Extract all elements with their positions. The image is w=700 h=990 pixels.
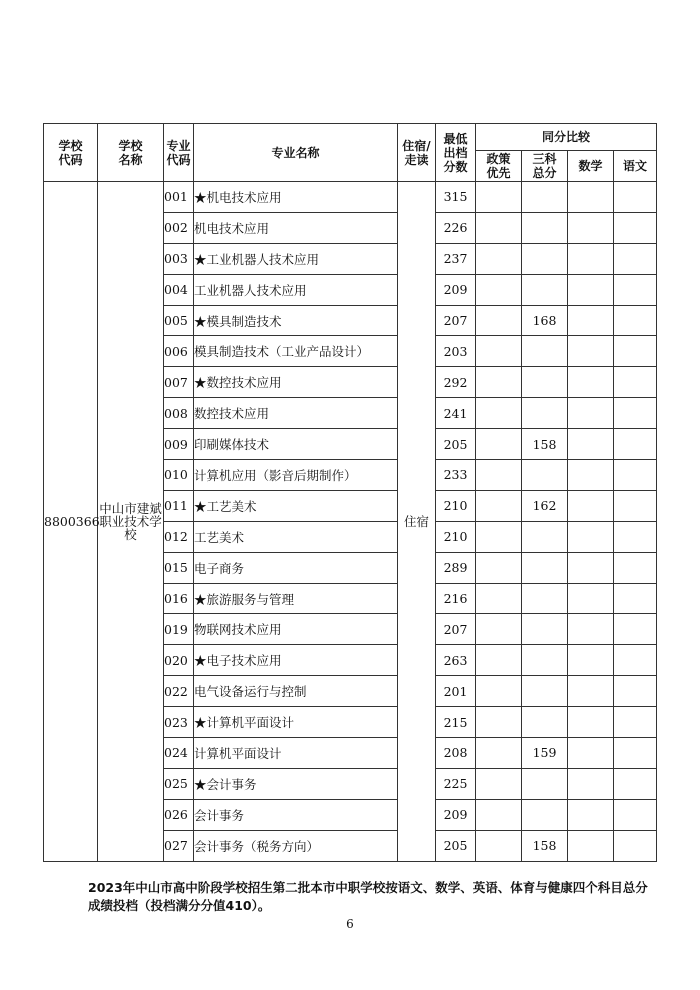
min-score-cell: 241 (436, 398, 476, 429)
major-name-cell: 计算机平面设计 (194, 738, 398, 769)
math-cell (568, 645, 614, 676)
major-name-cell: 会计事务 (194, 799, 398, 830)
min-score-cell: 289 (436, 552, 476, 583)
major-code-cell: 006 (164, 336, 194, 367)
policy-priority-cell (476, 212, 522, 243)
header-chinese: 语文 (614, 151, 657, 182)
three-subject-total-cell (522, 645, 568, 676)
chinese-cell (614, 768, 657, 799)
major-name-cell: ★计算机平面设计 (194, 707, 398, 738)
three-subject-total-cell (522, 460, 568, 491)
chinese-cell (614, 614, 657, 645)
policy-priority-cell (476, 274, 522, 305)
header-compare-group: 同分比较 (476, 124, 657, 151)
policy-priority-cell (476, 552, 522, 583)
footnote: 2023年中山市高中阶段学校招生第二批本市中职学校按语文、数学、英语、体育与健康四个科目总分成绩投档（投档满分分值410）。 (88, 880, 648, 913)
major-name-cell: 数控技术应用 (194, 398, 398, 429)
chinese-cell (614, 398, 657, 429)
major-code-cell: 025 (164, 768, 194, 799)
min-score-cell: 205 (436, 830, 476, 861)
policy-priority-cell (476, 305, 522, 336)
three-subject-total-cell (522, 274, 568, 305)
three-subject-total-cell: 158 (522, 830, 568, 861)
math-cell (568, 398, 614, 429)
major-code-cell: 024 (164, 738, 194, 769)
math-cell (568, 552, 614, 583)
math-cell (568, 305, 614, 336)
chinese-cell (614, 182, 657, 213)
chinese-cell (614, 799, 657, 830)
school-name-cell: 中山市建斌职业技术学校 (98, 182, 164, 862)
policy-priority-cell (476, 614, 522, 645)
three-subject-total-cell: 158 (522, 429, 568, 460)
header-major-name: 专业名称 (194, 124, 398, 182)
header-min-score: 最低 出档 分数 (436, 124, 476, 182)
major-code-cell: 009 (164, 429, 194, 460)
min-score-cell: 209 (436, 274, 476, 305)
chinese-cell (614, 830, 657, 861)
school-code-cell: 8800366 (44, 182, 98, 862)
policy-priority-cell (476, 830, 522, 861)
major-name-cell: 工艺美术 (194, 521, 398, 552)
min-score-cell: 203 (436, 336, 476, 367)
chinese-cell (614, 460, 657, 491)
math-cell (568, 738, 614, 769)
major-code-cell: 023 (164, 707, 194, 738)
major-name-cell: ★机电技术应用 (194, 182, 398, 213)
three-subject-total-cell (522, 336, 568, 367)
major-name-cell: 物联网技术应用 (194, 614, 398, 645)
three-subject-total-cell (522, 367, 568, 398)
math-cell (568, 490, 614, 521)
three-subject-total-cell (522, 243, 568, 274)
major-code-cell: 002 (164, 212, 194, 243)
policy-priority-cell (476, 583, 522, 614)
major-code-cell: 015 (164, 552, 194, 583)
major-code-cell: 012 (164, 521, 194, 552)
major-code-cell: 010 (164, 460, 194, 491)
chinese-cell (614, 274, 657, 305)
math-cell (568, 768, 614, 799)
major-code-cell: 004 (164, 274, 194, 305)
three-subject-total-cell (522, 212, 568, 243)
math-cell (568, 212, 614, 243)
policy-priority-cell (476, 799, 522, 830)
policy-priority-cell (476, 460, 522, 491)
three-subject-total-cell (522, 768, 568, 799)
major-code-cell: 027 (164, 830, 194, 861)
policy-priority-cell (476, 429, 522, 460)
chinese-cell (614, 707, 657, 738)
header-three-subject-total: 三科 总分 (522, 151, 568, 182)
admission-score-table (43, 123, 657, 862)
math-cell (568, 274, 614, 305)
math-cell (568, 182, 614, 213)
major-code-cell: 019 (164, 614, 194, 645)
three-subject-total-cell: 168 (522, 305, 568, 336)
major-name-cell: 机电技术应用 (194, 212, 398, 243)
major-name-cell: 会计事务（税务方向） (194, 830, 398, 861)
header-lodging: 住宿/ 走读 (398, 124, 436, 182)
chinese-cell (614, 336, 657, 367)
header-school-code: 学校 代码 (44, 124, 98, 182)
three-subject-total-cell (522, 614, 568, 645)
min-score-cell: 201 (436, 676, 476, 707)
min-score-cell: 209 (436, 799, 476, 830)
chinese-cell (614, 212, 657, 243)
three-subject-total-cell (522, 398, 568, 429)
table-row (44, 182, 657, 213)
policy-priority-cell (476, 707, 522, 738)
min-score-cell: 215 (436, 707, 476, 738)
major-name-cell: ★会计事务 (194, 768, 398, 799)
chinese-cell (614, 583, 657, 614)
major-name-cell: 计算机应用（影音后期制作） (194, 460, 398, 491)
three-subject-total-cell (522, 799, 568, 830)
chinese-cell (614, 367, 657, 398)
policy-priority-cell (476, 768, 522, 799)
math-cell (568, 243, 614, 274)
chinese-cell (614, 490, 657, 521)
major-code-cell: 008 (164, 398, 194, 429)
min-score-cell: 208 (436, 738, 476, 769)
major-name-cell: ★模具制造技术 (194, 305, 398, 336)
major-name-cell: ★电子技术应用 (194, 645, 398, 676)
math-cell (568, 799, 614, 830)
major-name-cell: 工业机器人技术应用 (194, 274, 398, 305)
three-subject-total-cell (522, 521, 568, 552)
math-cell (568, 460, 614, 491)
policy-priority-cell (476, 367, 522, 398)
math-cell (568, 830, 614, 861)
three-subject-total-cell (522, 676, 568, 707)
major-name-cell: 电子商务 (194, 552, 398, 583)
three-subject-total-cell: 159 (522, 738, 568, 769)
math-cell (568, 583, 614, 614)
min-score-cell: 210 (436, 521, 476, 552)
policy-priority-cell (476, 676, 522, 707)
math-cell (568, 367, 614, 398)
three-subject-total-cell (522, 583, 568, 614)
math-cell (568, 707, 614, 738)
min-score-cell: 207 (436, 305, 476, 336)
policy-priority-cell (476, 490, 522, 521)
min-score-cell: 237 (436, 243, 476, 274)
math-cell (568, 336, 614, 367)
chinese-cell (614, 552, 657, 583)
min-score-cell: 207 (436, 614, 476, 645)
major-name-cell: 印刷媒体技术 (194, 429, 398, 460)
chinese-cell (614, 243, 657, 274)
min-score-cell: 226 (436, 212, 476, 243)
header-policy-priority: 政策 优先 (476, 151, 522, 182)
major-code-cell: 011 (164, 490, 194, 521)
policy-priority-cell (476, 645, 522, 676)
major-code-cell: 020 (164, 645, 194, 676)
chinese-cell (614, 645, 657, 676)
major-code-cell: 022 (164, 676, 194, 707)
major-name-cell: 电气设备运行与控制 (194, 676, 398, 707)
min-score-cell: 205 (436, 429, 476, 460)
min-score-cell: 225 (436, 768, 476, 799)
major-name-cell: ★旅游服务与管理 (194, 583, 398, 614)
chinese-cell (614, 305, 657, 336)
page-number: 6 (346, 917, 354, 931)
major-code-cell: 001 (164, 182, 194, 213)
math-cell (568, 521, 614, 552)
policy-priority-cell (476, 521, 522, 552)
major-code-cell: 003 (164, 243, 194, 274)
header-major-code: 专业 代码 (164, 124, 194, 182)
policy-priority-cell (476, 182, 522, 213)
major-code-cell: 026 (164, 799, 194, 830)
math-cell (568, 614, 614, 645)
min-score-cell: 210 (436, 490, 476, 521)
math-cell (568, 429, 614, 460)
three-subject-total-cell (522, 182, 568, 213)
policy-priority-cell (476, 243, 522, 274)
chinese-cell (614, 676, 657, 707)
header-math: 数学 (568, 151, 614, 182)
min-score-cell: 263 (436, 645, 476, 676)
chinese-cell (614, 521, 657, 552)
min-score-cell: 315 (436, 182, 476, 213)
major-name-cell: ★数控技术应用 (194, 367, 398, 398)
policy-priority-cell (476, 398, 522, 429)
chinese-cell (614, 429, 657, 460)
table-body (44, 182, 657, 862)
min-score-cell: 233 (436, 460, 476, 491)
chinese-cell (614, 738, 657, 769)
policy-priority-cell (476, 336, 522, 367)
lodging-cell: 住宿 (398, 182, 436, 862)
min-score-cell: 292 (436, 367, 476, 398)
three-subject-total-cell: 162 (522, 490, 568, 521)
header-school-name: 学校 名称 (98, 124, 164, 182)
major-code-cell: 005 (164, 305, 194, 336)
policy-priority-cell (476, 738, 522, 769)
math-cell (568, 676, 614, 707)
major-name-cell: ★工业机器人技术应用 (194, 243, 398, 274)
three-subject-total-cell (522, 552, 568, 583)
min-score-cell: 216 (436, 583, 476, 614)
major-name-cell: ★工艺美术 (194, 490, 398, 521)
major-code-cell: 016 (164, 583, 194, 614)
major-code-cell: 007 (164, 367, 194, 398)
major-name-cell: 模具制造技术（工业产品设计） (194, 336, 398, 367)
three-subject-total-cell (522, 707, 568, 738)
